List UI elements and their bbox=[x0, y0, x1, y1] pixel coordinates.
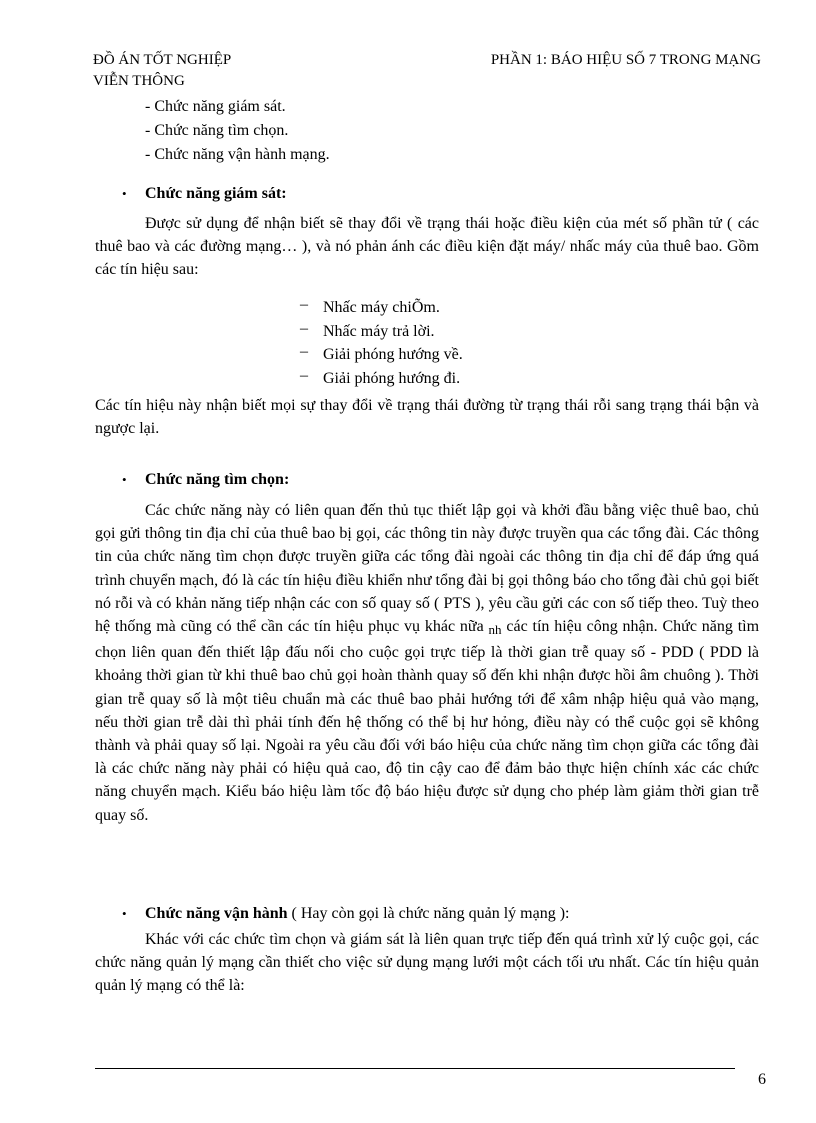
page-number: 6 bbox=[758, 1071, 766, 1088]
list-item-text: Nhấc máy trả lời. bbox=[323, 322, 435, 340]
list-item: - Chức năng vận hành mạng. bbox=[145, 146, 330, 163]
section-monitoring bbox=[95, 182, 759, 282]
header-left-line2: VIỄN THÔNG bbox=[93, 73, 185, 89]
paragraph: Các tín hiệu này nhận biết mọi sự thay đổi về trạng thái đường từ trạng thái rỗi sang trạng thái bận và ngược lại. bbox=[95, 397, 759, 438]
dash-icon: – bbox=[300, 319, 308, 337]
paragraph: Khác với các chức tìm chọn và giám sát là liên quan trực tiếp đến quá trình xử lý cuộc gọi, các chức năng quản lý mạng cần thiết cho việc sử dụng mạng lưới một cách tối ưu nhất. Các tín hiệu quản quản lý mạng có thể là: bbox=[95, 931, 759, 995]
section-title bbox=[95, 902, 759, 926]
section-title bbox=[95, 468, 759, 492]
header-left-line1: ĐỒ ÁN TỐT NGHIỆP bbox=[93, 52, 232, 68]
list-item bbox=[300, 367, 463, 391]
header-left bbox=[93, 50, 231, 92]
dash-icon: – bbox=[300, 343, 308, 360]
list-item-text: Giải phóng hướng về. bbox=[323, 346, 463, 363]
bullet-icon: • bbox=[122, 906, 127, 921]
list-item: - Chức năng tìm chọn. bbox=[145, 122, 289, 139]
section-title-text: Chức năng vận hành bbox=[145, 905, 288, 922]
section-selection bbox=[95, 468, 759, 827]
intro-list bbox=[145, 95, 330, 167]
section-title-text: Chức năng giám sát: bbox=[145, 185, 287, 202]
bullet-icon: • bbox=[122, 186, 127, 201]
list-item bbox=[300, 296, 463, 320]
section-title bbox=[95, 182, 759, 206]
paragraph bbox=[95, 499, 759, 827]
list-item: - Chức năng giám sát. bbox=[145, 98, 286, 115]
signal-list bbox=[300, 296, 463, 390]
list-item-text: Nhấc máy chiÕm. bbox=[323, 299, 440, 316]
section-title-suffix: ( Hay còn gọi là chức năng quản lý mạng ): bbox=[287, 905, 570, 922]
list-item bbox=[300, 343, 463, 367]
header-right: PHẦN 1: BÁO HIỆU SỐ 7 TRONG MẠNG bbox=[490, 52, 761, 68]
bullet-icon: • bbox=[122, 472, 127, 487]
paragraph: Được sử dụng để nhận biết sẽ thay đổi về trạng thái hoặc điều kiện của mét số phần tử ( các thuê bao và các đường mạng… ), và nó phản ánh các điều kiện đặt máy/ nhấc máy của thuê bao. Gồm các tín hiệu sau: bbox=[95, 215, 759, 279]
section-operation bbox=[95, 902, 759, 998]
section-title-text: Chức năng tìm chọn: bbox=[145, 471, 290, 488]
dash-icon: – bbox=[300, 366, 308, 384]
dash-icon: – bbox=[300, 296, 308, 313]
inline-fragment: nh bbox=[488, 622, 502, 638]
footer-divider bbox=[95, 1068, 735, 1069]
paragraph-part-b: các tín hiệu công nhận. Chức năng tìm chọn liên quan đến thiết lập đấu nối cho cuộc gọi trực tiếp là thời gian trễ quay số - PDD ( PDD là khoảng thời gian từ khi thuê bao chủ gọi hoàn thành quay số đến khi nhận được hồi âm chuông ). Thời gian trễ quay số là một tiêu chuẩn mà các thuê bao phải hướng tới để xâm nhập hiệu quả vào mạng, nếu thời gian trễ dài thì phải tính đến hệ thống có thể bị hư hỏng, điều này có thể cuộc gọi sẽ không thành và phải quay số lại. Ngoài ra yêu cầu đối với báo hiệu của chức năng tìm chọn giữa các tổng đài là các chức năng này phải có hiệu quả cao, độ tin cậy cao để đảm bảo thực hiện chính xác các chức năng chuyển mạch. Kiểu báo hiệu làm tốc độ báo hiệu được sử dụng cho phép làm giảm thời gian trễ quay số. bbox=[95, 618, 760, 824]
list-item bbox=[300, 320, 463, 344]
list-item-text: Giải phóng hướng đi. bbox=[323, 369, 461, 387]
section-monitoring-closing bbox=[95, 394, 759, 440]
paragraph-part-a: Các chức năng này có liên quan đến thủ tục thiết lập gọi và khởi đầu bằng việc thuê bao, chủ gọi gửi thông tin địa chỉ của thuê bao bị gọi, các thông tin này được truyền qua các tổng đài. Các thông tin của chức năng tìm chọn được truyền giữa các tổng đài ngoài các thông tin địa chỉ để đáp ứng quá trình chuyển mạch, đó là các tín hiệu điều khiển như tổng đài bị gọi thông báo cho tổng đài chủ gọi biết nó rỗi và có khản năng tiếp nhận các con số quay số ( PTS ), yêu cầu gửi các con số tiếp theo. Tuỳ theo hệ thống mà cũng có thể cần các tín hiệu phục vụ khác nữa bbox=[95, 502, 759, 636]
